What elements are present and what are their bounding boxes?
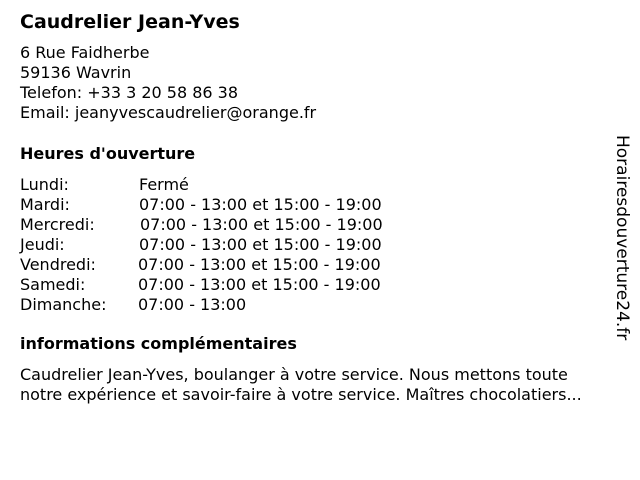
day-hours: 07:00 - 13:00 et 15:00 - 19:00 bbox=[138, 275, 381, 294]
watermark bbox=[613, 135, 635, 347]
day-label: Mardi: bbox=[20, 195, 70, 214]
business-title: Caudrelier Jean-Yves bbox=[20, 11, 240, 33]
phone-line: Telefon: +33 3 20 58 86 38 bbox=[20, 83, 239, 102]
description-line-2: notre expérience et savoir-faire à votre service. Maîtres chocolatiers... bbox=[20, 385, 582, 404]
info-heading: informations complémentaires bbox=[20, 334, 297, 353]
address-block bbox=[20, 43, 316, 123]
day-hours: 07:00 - 13:00 et 15:00 - 19:00 bbox=[138, 255, 381, 274]
description-line-1: Caudrelier Jean-Yves, boulanger à votre service. Nous mettons toute bbox=[20, 365, 568, 384]
day-hours: 07:00 - 13:00 et 15:00 - 19:00 bbox=[139, 195, 382, 214]
day-hours: 07:00 - 13:00 et 15:00 - 19:00 bbox=[139, 235, 382, 254]
day-label: Dimanche: bbox=[20, 295, 107, 314]
day-label: Jeudi: bbox=[20, 235, 65, 254]
day-hours: 07:00 - 13:00 bbox=[138, 295, 247, 314]
day-label: Samedi: bbox=[20, 275, 86, 294]
day-hours: 07:00 - 13:00 et 15:00 - 19:00 bbox=[140, 215, 383, 234]
hours-heading: Heures d'ouverture bbox=[20, 144, 196, 163]
info-description bbox=[20, 365, 635, 405]
day-label: Mercredi: bbox=[20, 215, 95, 234]
street-address: 6 Rue Faidherbe bbox=[20, 43, 150, 62]
postal-city: 59136 Wavrin bbox=[20, 63, 132, 82]
day-label: Lundi: bbox=[20, 175, 69, 194]
day-label: Vendredi: bbox=[20, 255, 96, 274]
watermark-text: Horairesdouverture24.fr bbox=[612, 135, 632, 341]
day-hours: Fermé bbox=[139, 175, 189, 194]
email-line: Email: jeanyvescaudrelier@orange.fr bbox=[20, 103, 317, 122]
